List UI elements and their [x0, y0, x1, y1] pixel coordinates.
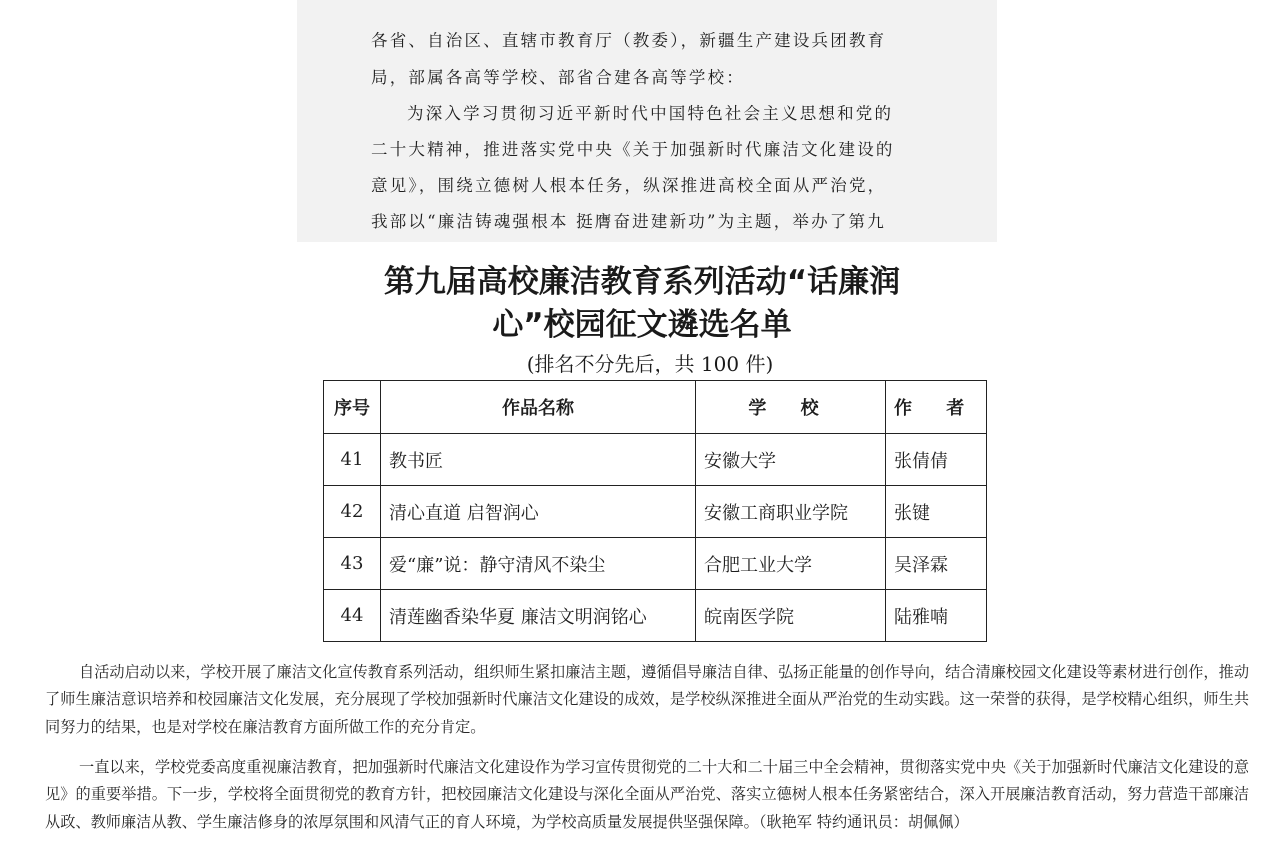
row-title: 清莲幽香染华夏 廉洁文明润铭心 [381, 590, 696, 642]
row-author: 张键 [886, 486, 987, 538]
letter-line: 二十大精神，推进落实党中央《关于加强新时代廉洁文化建设的 [371, 140, 895, 159]
list-title-line1: 第九届高校廉洁教育系列活动“话廉润 [383, 264, 901, 300]
row-no: 42 [324, 486, 381, 538]
table-row [324, 590, 987, 642]
header-title: 作品名称 [381, 381, 696, 434]
row-school: 皖南医学院 [696, 590, 886, 642]
row-author: 吴泽霖 [886, 538, 987, 590]
letter-line: 我部以“廉洁铸魂强根本 挺膺奋进建新功”为主题，举办了第九 [371, 212, 886, 231]
article-paragraph-2: 一直以来，学校党委高度重视廉洁教育，把加强新时代廉洁文化建设作为学习宣传贯彻党的二十大和二十届三中全会精神，贯彻落实党中央《关于加强新时代廉洁文化建设的意见》的重要举措。下一步，学校将全面贯彻党的教育方针，把校园廉洁文化建设与深化全面从严治党、落实立德树人根本任务紧密结合，深入开展廉洁教育活动，努力营造干部廉洁从政、教师廉洁从教、学生廉洁修身的浓厚氛围和风清气正的育人环境，为学校高质量发展提供坚强保障。（耿艳军 特约通讯员：胡佩佩） [45, 758, 1249, 831]
notice-letter-scan [297, 0, 997, 242]
header-school: 学 校 [696, 381, 886, 434]
letter-line: 为深入学习贯彻习近平新时代中国特色社会主义思想和党的 [407, 104, 894, 123]
row-no: 41 [324, 434, 381, 486]
list-subtitle: (排名不分先后，共 100 件) [526, 352, 774, 376]
selection-table [323, 380, 987, 642]
header-author: 作 者 [886, 381, 987, 434]
row-title: 教书匠 [381, 434, 696, 486]
letter-line: 各省、自治区、直辖市教育厅（教委），新疆生产建设兵团教育 [371, 31, 887, 50]
row-school: 安徽工商职业学院 [696, 486, 886, 538]
list-title-line2: 心”校园征文遴选名单 [492, 307, 792, 343]
row-title: 爱“廉”说：静守清风不染尘 [381, 538, 696, 590]
row-no: 43 [324, 538, 381, 590]
row-author: 张倩倩 [886, 434, 987, 486]
row-school: 安徽大学 [696, 434, 886, 486]
table-header-row [324, 381, 987, 434]
table-row [324, 434, 987, 486]
row-school: 合肥工业大学 [696, 538, 886, 590]
letter-line: 局，部属各高等学校、部省合建各高等学校： [371, 68, 745, 87]
row-no: 44 [324, 590, 381, 642]
table-row [324, 538, 987, 590]
letter-line: 意见》，围绕立德树人根本任务，纵深推进高校全面从严治党， [371, 176, 887, 195]
row-title: 清心直道 启智润心 [381, 486, 696, 538]
row-author: 陆雅喃 [886, 590, 987, 642]
table-row [324, 486, 987, 538]
article-paragraph-1: 自活动启动以来，学校开展了廉洁文化宣传教育系列活动，组织师生紧扣廉洁主题，遵循倡导廉洁自律、弘扬正能量的创作导向，结合清廉校园文化建设等素材进行创作，推动了师生廉洁意识培养和校园廉洁文化发展，充分展现了学校加强新时代廉洁文化建设的成效，是学校纵深推进全面从严治党的生动实践。这一荣誉的获得，是学校精心组织，师生共同努力的结果，也是对学校在廉洁教育方面所做工作的充分肯定。 [45, 663, 1249, 736]
header-no: 序号 [324, 381, 381, 434]
